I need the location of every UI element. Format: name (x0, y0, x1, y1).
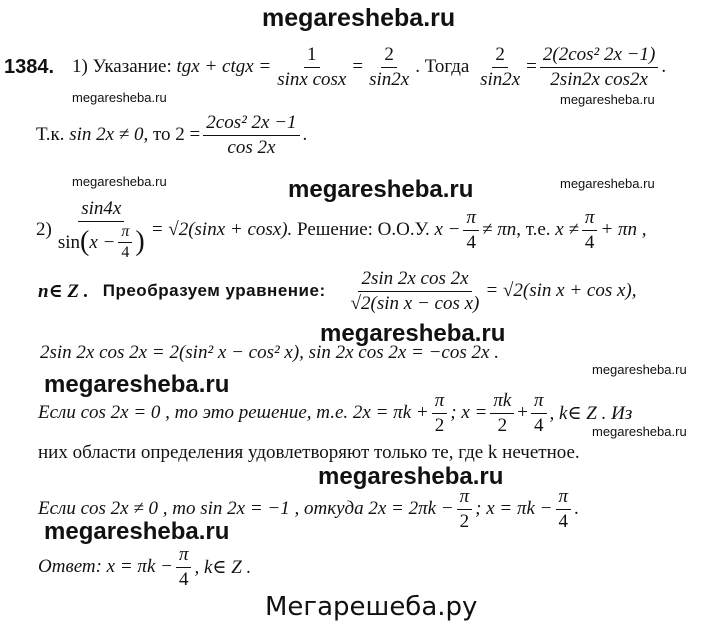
fraction: $\frac{\text{2(2cos² 2x −1)}}{\text{2sin2x cos2x}}$ (540, 44, 658, 91)
part2-line6: Если cos 2x ≠ 0 , то sin 2x = −1 , откуда 2x = 2πk − $\frac{\pi}{2}$ ; x = πk − $\frac{\pi}{4}$ . (38, 485, 579, 532)
fraction: $\frac{\pi}{2}$ (432, 390, 448, 437)
fraction: $\frac{1}{\text{sinx cosx}}$ (277, 43, 347, 90)
watermark-big: megaresheba.ru (44, 371, 230, 398)
watermark-small: megaresheba.ru (72, 174, 167, 189)
part2-line3: 2sin 2x cos 2x = 2(sin² x − cos² x), sin 2x cos 2x = −cos 2x . (40, 342, 499, 363)
watermark-footer: Мегарешеба.ру (265, 592, 478, 622)
watermark-big: megaresheba.ru (318, 463, 504, 490)
fraction: $\frac{\pi}{2}$ (457, 486, 473, 533)
fraction: $\frac{2}{\sin 2x}$ (369, 43, 410, 90)
watermark-small: megaresheba.ru (72, 90, 167, 105)
watermark-small: megaresheba.ru (592, 362, 687, 377)
fraction: $\frac{\text{2cos² 2x −1}}{\cos 2x}$ (203, 112, 299, 159)
watermark-small: megaresheba.ru (592, 424, 687, 439)
fraction: $\frac{\text{2sin 2x cos 2x}}{\text{√2(sin x − cos x)}}$ (350, 267, 480, 314)
watermark-big: megaresheba.ru (320, 320, 506, 347)
watermark-small: megaresheba.ru (560, 176, 655, 191)
part1-line1: 1) Указание: tgx + ctgx = $\frac{1}{\text{sinx cosx}}$ = $\frac{2}{\sin 2x}$ . Тогда $\frac{2}{\sin 2x}$ = $\frac{\text{2(2cos² 2x −1)}}{\text{2sin2x cos2x}}$ . (72, 43, 667, 90)
watermark-big: megaresheba.ru (44, 518, 230, 545)
fraction: sin4x sin ( x − $\frac{\pi}{4}$ ) (57, 197, 145, 261)
part2-line1: 2) sin4x sin ( x − $\frac{\pi}{4}$ ) = √2(sinx + cosx). Решение: О.О.У. x − $\frac{\pi}{4}$ ≠ πn , т.е. x ≠ $\frac{\pi}{4}$ + πn , (36, 197, 647, 261)
fraction: $\frac{\pi}{4}$ (531, 390, 547, 437)
fraction: $\frac{\pi k}{2}$ (490, 390, 514, 437)
fraction: $\frac{\pi}{4}$ (463, 207, 479, 254)
fraction: $\frac{\pi}{4}$ (556, 486, 572, 533)
part1-line2: Т.к. sin 2x ≠ 0 , то 2 = $\frac{\text{2cos² 2x −1}}{\cos 2x}$ . (36, 111, 308, 158)
watermark-small: megaresheba.ru (560, 92, 655, 107)
answer-line: Ответ: x = πk − $\frac{\pi}{4}$ , k∈ Z . (38, 543, 252, 590)
fraction: $\frac{\pi}{4}$ (582, 207, 598, 254)
part2-line5: них области определения удовлетворяют только те, где k нечетное. (38, 442, 580, 463)
watermark-big: megaresheba.ru (288, 176, 474, 203)
part2-line4: Если cos 2x = 0 , то это решение, т.е. 2x = πk + $\frac{\pi}{2}$ ; x = $\frac{\pi k}{2}$ + $\frac{\pi}{4}$ , k∈ Z . Из (38, 389, 633, 436)
problem-number: 1384. (4, 56, 55, 78)
watermark-header: megaresheba.ru (262, 4, 456, 32)
fraction: $\frac{\pi}{4}$ (176, 544, 192, 591)
part2-line2: n∈ Z . Преобразуем уравнение: $\frac{\text{2sin 2x cos 2x}}{\text{√2(sin x − cos x)}}$ = √2(sin x + cos x), (38, 267, 637, 314)
fraction: $\frac{2}{\sin 2x}$ (480, 43, 521, 90)
